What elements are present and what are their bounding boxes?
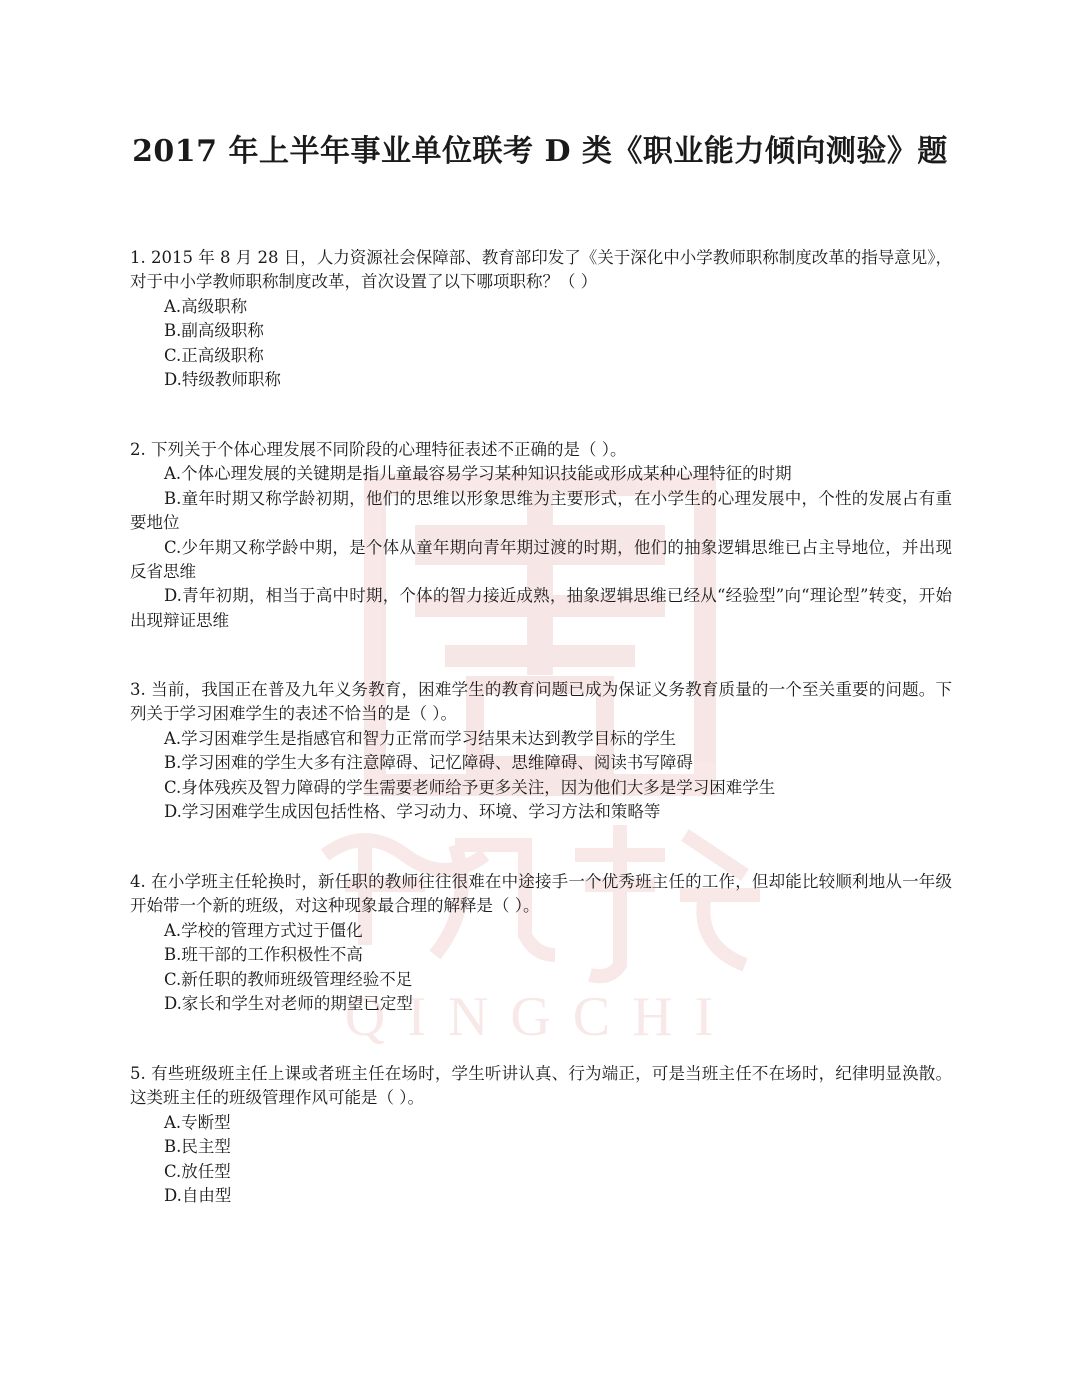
option-c: C.身体残疾及智力障碍的学生需要老师给予更多关注，因为他们大多是学习困难学生 — [164, 777, 776, 797]
option-a: A.个体心理发展的关键期是指儿童最容易学习某种知识技能或形成某种心理特征的时期 — [164, 464, 792, 484]
option-a: A.学校的管理方式过于僵化 — [164, 920, 363, 940]
page-title: 2017 年上半年事业单位联考 D 类《职业能力倾向测验》题 — [132, 134, 948, 169]
option-d: D.家长和学生对老师的期望已定型 — [164, 994, 413, 1014]
question-stem: 1. 2015 年 8 月 28 日，人力资源社会保障部、教育部印发了《关于深化中小学教师职称制度改革的指导意见》，对于中小学教师职称制度改革，首次设置了以下哪项职称？（ ） — [130, 248, 952, 292]
option-b: B.班干部的工作积极性不高 — [164, 945, 363, 965]
option-b: B.副高级职称 — [164, 321, 264, 341]
question-2 — [130, 438, 952, 633]
watermark-latin: QINGCHI — [344, 986, 736, 1048]
option-c: C.新任职的教师班级管理经验不足 — [164, 969, 413, 989]
question-stem: 4. 在小学班主任轮换时，新任职的教师往往很难在中途接手一个优秀班主任的工作，但却能比较顺利地从一年级开始带一个新的班级，对这种现象最合理的解释是（ ）。 — [130, 872, 952, 916]
question-4 — [130, 870, 952, 1016]
option-d: D.青年初期，相当于高中时期，个体的智力接近成熟，抽象逻辑思维已经从“经验型”向“理论型”转变，开始出现辩证思维 — [130, 586, 952, 630]
option-a: A.专断型 — [164, 1112, 231, 1132]
question-3 — [130, 678, 952, 824]
question-5 — [130, 1062, 952, 1208]
option-b: B.学习困难的学生大多有注意障碍、记忆障碍、思维障碍、阅读书写障碍 — [164, 753, 693, 773]
option-a: A.高级职称 — [164, 296, 248, 316]
option-d: D.特级教师职称 — [164, 370, 281, 390]
option-c: C.放任型 — [164, 1161, 231, 1181]
option-c: C.正高级职称 — [164, 345, 264, 365]
option-a: A.学习困难学生是指感官和智力正常而学习结果未达到教学目标的学生 — [164, 728, 677, 748]
option-c: C.少年期又称学龄中期，是个体从童年期向青年期过渡的时期，他们的抽象逻辑思维已占主导地位，并出现反省思维 — [130, 537, 952, 582]
question-1 — [130, 246, 952, 392]
option-d: D.自由型 — [164, 1186, 232, 1206]
option-b: B.民主型 — [164, 1137, 231, 1157]
question-stem: 5. 有些班级班主任上课或者班主任在场时，学生听讲认真、行为端正，可是当班主任不在场时，纪律明显涣散。这类班主任的班级管理作风可能是（ ）。 — [130, 1064, 952, 1108]
option-b: B.童年时期又称学龄初期，他们的思维以形象思维为主要形式，在小学生的心理发展中，个性的发展占有重要地位 — [130, 488, 952, 533]
question-stem: 3. 当前，我国正在普及九年义务教育，困难学生的教育问题已成为保证义务教育质量的一个至关重要的问题。下列关于学习困难学生的表述不恰当的是（ ）。 — [130, 680, 952, 724]
option-d: D.学习困难学生成因包括性格、学习动力、环境、学习方法和策略等 — [164, 802, 661, 822]
question-stem: 2. 下列关于个体心理发展不同阶段的心理特征表述不正确的是（ ）。 — [130, 440, 627, 459]
